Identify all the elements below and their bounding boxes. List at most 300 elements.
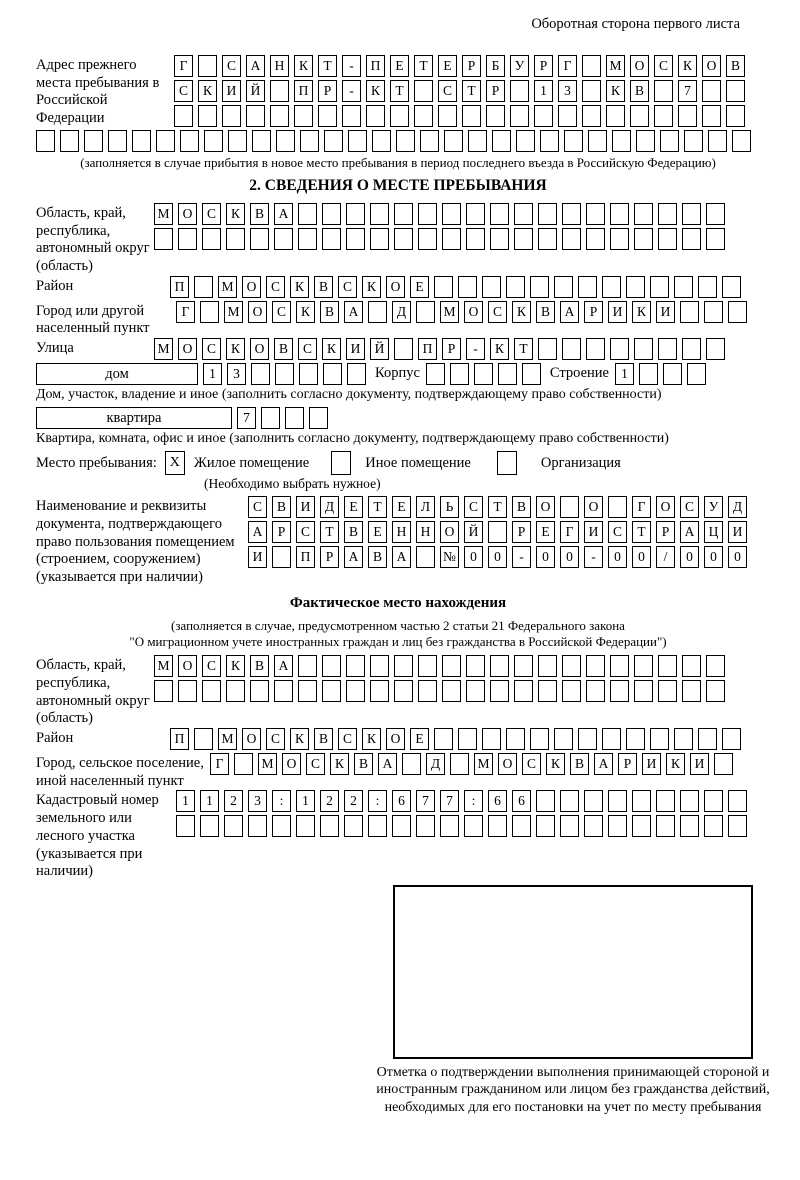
char-cell[interactable] (323, 363, 342, 385)
char-cell[interactable]: : (368, 790, 387, 812)
char-cell[interactable] (510, 105, 529, 127)
char-cell[interactable]: 2 (320, 790, 339, 812)
char-cell[interactable] (538, 680, 557, 702)
char-cell[interactable] (608, 496, 627, 518)
char-cell[interactable] (714, 753, 733, 775)
char-cell[interactable] (560, 790, 579, 812)
char-cell[interactable] (582, 80, 601, 102)
char-cell[interactable]: П (294, 80, 313, 102)
char-cell[interactable] (536, 815, 555, 837)
char-cell[interactable]: О (282, 753, 301, 775)
char-cell[interactable] (728, 790, 747, 812)
char-cell[interactable] (726, 105, 745, 127)
char-cell[interactable]: 3 (248, 790, 267, 812)
char-cell[interactable] (663, 363, 682, 385)
char-cell[interactable] (285, 407, 304, 429)
char-cell[interactable]: 0 (728, 546, 747, 568)
char-cell[interactable] (178, 228, 197, 250)
char-cell[interactable] (392, 815, 411, 837)
char-cell[interactable] (368, 815, 387, 837)
char-cell[interactable] (564, 130, 583, 152)
char-cell[interactable] (704, 301, 723, 323)
char-cell[interactable] (514, 680, 533, 702)
char-cell[interactable] (588, 130, 607, 152)
char-cell[interactable]: В (250, 203, 269, 225)
char-cell[interactable]: П (170, 276, 189, 298)
char-cell[interactable]: С (488, 301, 507, 323)
char-cell[interactable]: О (630, 55, 649, 77)
char-cell[interactable]: О (702, 55, 721, 77)
char-cell[interactable]: И (728, 521, 747, 543)
char-cell[interactable] (562, 680, 581, 702)
char-cell[interactable]: А (594, 753, 613, 775)
char-cell[interactable] (610, 655, 629, 677)
char-cell[interactable] (194, 728, 213, 750)
char-cell[interactable] (610, 203, 629, 225)
char-cell[interactable]: Р (584, 301, 603, 323)
char-cell[interactable]: К (322, 338, 341, 360)
char-cell[interactable]: Е (410, 276, 429, 298)
char-cell[interactable]: К (490, 338, 509, 360)
char-cell[interactable] (654, 80, 673, 102)
char-cell[interactable] (530, 728, 549, 750)
char-cell[interactable] (630, 105, 649, 127)
char-cell[interactable] (586, 228, 605, 250)
char-cell[interactable] (538, 338, 557, 360)
char-cell[interactable] (726, 80, 745, 102)
char-cell[interactable] (562, 203, 581, 225)
char-cell[interactable] (639, 363, 658, 385)
char-cell[interactable]: А (274, 655, 293, 677)
char-cell[interactable]: С (266, 728, 285, 750)
char-cell[interactable] (540, 130, 559, 152)
char-cell[interactable] (634, 203, 653, 225)
char-cell[interactable] (251, 363, 270, 385)
checkbox-residential[interactable]: X (165, 451, 185, 475)
char-cell[interactable]: - (584, 546, 603, 568)
char-cell[interactable]: Т (368, 496, 387, 518)
char-cell[interactable] (682, 655, 701, 677)
char-cell[interactable]: О (242, 276, 261, 298)
char-cell[interactable] (322, 655, 341, 677)
char-cell[interactable]: М (224, 301, 243, 323)
char-cell[interactable]: И (346, 338, 365, 360)
char-cell[interactable] (634, 680, 653, 702)
char-cell[interactable] (420, 130, 439, 152)
char-cell[interactable] (656, 815, 675, 837)
char-cell[interactable] (682, 680, 701, 702)
char-cell[interactable]: Р (618, 753, 637, 775)
char-cell[interactable]: 0 (488, 546, 507, 568)
char-cell[interactable] (434, 728, 453, 750)
char-cell[interactable] (198, 55, 217, 77)
char-cell[interactable]: М (218, 276, 237, 298)
char-cell[interactable]: С (438, 80, 457, 102)
char-cell[interactable] (298, 655, 317, 677)
char-cell[interactable] (344, 815, 363, 837)
char-cell[interactable] (490, 655, 509, 677)
char-cell[interactable]: Л (416, 496, 435, 518)
char-cell[interactable] (584, 790, 603, 812)
char-cell[interactable] (178, 680, 197, 702)
char-cell[interactable] (318, 105, 337, 127)
char-cell[interactable]: М (474, 753, 493, 775)
char-cell[interactable]: Б (486, 55, 505, 77)
char-cell[interactable] (462, 105, 481, 127)
char-cell[interactable] (654, 105, 673, 127)
char-cell[interactable] (602, 276, 621, 298)
char-cell[interactable] (270, 105, 289, 127)
char-cell[interactable]: К (294, 55, 313, 77)
char-cell[interactable]: В (570, 753, 589, 775)
checkbox-other-premises[interactable] (331, 451, 351, 475)
char-cell[interactable] (514, 228, 533, 250)
char-cell[interactable] (298, 228, 317, 250)
char-cell[interactable] (320, 815, 339, 837)
char-cell[interactable]: - (342, 80, 361, 102)
char-cell[interactable]: Й (464, 521, 483, 543)
char-cell[interactable]: Е (438, 55, 457, 77)
char-cell[interactable] (390, 105, 409, 127)
char-cell[interactable] (488, 815, 507, 837)
char-cell[interactable]: И (642, 753, 661, 775)
char-cell[interactable] (702, 80, 721, 102)
char-cell[interactable] (708, 130, 727, 152)
char-cell[interactable] (610, 680, 629, 702)
char-cell[interactable]: Т (632, 521, 651, 543)
char-cell[interactable]: Ц (704, 521, 723, 543)
char-cell[interactable] (416, 546, 435, 568)
char-cell[interactable]: С (680, 496, 699, 518)
char-cell[interactable] (538, 228, 557, 250)
char-cell[interactable] (346, 680, 365, 702)
char-cell[interactable] (562, 655, 581, 677)
char-cell[interactable] (270, 80, 289, 102)
char-cell[interactable] (250, 228, 269, 250)
char-cell[interactable] (322, 680, 341, 702)
char-cell[interactable] (394, 338, 413, 360)
char-cell[interactable] (554, 276, 573, 298)
char-cell[interactable]: Г (560, 521, 579, 543)
char-cell[interactable] (418, 680, 437, 702)
char-cell[interactable]: Т (462, 80, 481, 102)
char-cell[interactable] (466, 680, 485, 702)
char-cell[interactable] (698, 728, 717, 750)
char-cell[interactable] (506, 728, 525, 750)
char-cell[interactable] (516, 130, 535, 152)
char-cell[interactable] (610, 338, 629, 360)
char-cell[interactable]: А (344, 301, 363, 323)
char-cell[interactable]: К (226, 203, 245, 225)
char-cell[interactable]: Р (272, 521, 291, 543)
char-cell[interactable]: В (274, 338, 293, 360)
char-cell[interactable] (322, 228, 341, 250)
char-cell[interactable] (506, 276, 525, 298)
char-cell[interactable] (174, 105, 193, 127)
char-cell[interactable]: Е (410, 728, 429, 750)
char-cell[interactable]: Р (320, 546, 339, 568)
char-cell[interactable]: Р (512, 521, 531, 543)
char-cell[interactable]: Т (488, 496, 507, 518)
char-cell[interactable]: 1 (296, 790, 315, 812)
char-cell[interactable] (660, 130, 679, 152)
char-cell[interactable]: Ь (440, 496, 459, 518)
char-cell[interactable] (680, 815, 699, 837)
char-cell[interactable] (482, 276, 501, 298)
char-cell[interactable]: 1 (200, 790, 219, 812)
char-cell[interactable] (562, 228, 581, 250)
char-cell[interactable]: С (522, 753, 541, 775)
char-cell[interactable]: С (298, 338, 317, 360)
char-cell[interactable] (202, 228, 221, 250)
char-cell[interactable] (562, 338, 581, 360)
char-cell[interactable]: С (266, 276, 285, 298)
char-cell[interactable] (450, 753, 469, 775)
char-cell[interactable] (698, 276, 717, 298)
char-cell[interactable]: А (378, 753, 397, 775)
char-cell[interactable] (658, 655, 677, 677)
char-cell[interactable] (444, 130, 463, 152)
char-cell[interactable] (634, 338, 653, 360)
char-cell[interactable] (309, 407, 328, 429)
char-cell[interactable] (706, 680, 725, 702)
char-cell[interactable]: В (314, 728, 333, 750)
char-cell[interactable] (272, 815, 291, 837)
char-cell[interactable] (582, 55, 601, 77)
char-cell[interactable] (226, 228, 245, 250)
char-cell[interactable]: М (258, 753, 277, 775)
char-cell[interactable] (276, 130, 295, 152)
char-cell[interactable] (370, 680, 389, 702)
char-cell[interactable]: Г (632, 496, 651, 518)
char-cell[interactable]: Т (414, 55, 433, 77)
char-cell[interactable]: А (274, 203, 293, 225)
char-cell[interactable] (584, 815, 603, 837)
char-cell[interactable]: С (464, 496, 483, 518)
char-cell[interactable]: А (248, 521, 267, 543)
char-cell[interactable] (706, 228, 725, 250)
char-cell[interactable] (300, 130, 319, 152)
char-cell[interactable]: О (584, 496, 603, 518)
char-cell[interactable]: Е (368, 521, 387, 543)
char-cell[interactable] (636, 130, 655, 152)
char-cell[interactable]: № (440, 546, 459, 568)
char-cell[interactable] (298, 680, 317, 702)
char-cell[interactable]: 0 (704, 546, 723, 568)
char-cell[interactable]: Т (514, 338, 533, 360)
char-cell[interactable] (466, 203, 485, 225)
char-cell[interactable]: Й (246, 80, 265, 102)
char-cell[interactable] (108, 130, 127, 152)
char-cell[interactable]: Е (392, 496, 411, 518)
char-cell[interactable] (514, 655, 533, 677)
char-cell[interactable] (442, 655, 461, 677)
char-cell[interactable] (682, 203, 701, 225)
char-cell[interactable] (582, 105, 601, 127)
char-cell[interactable]: В (726, 55, 745, 77)
char-cell[interactable] (274, 228, 293, 250)
char-cell[interactable]: К (606, 80, 625, 102)
char-cell[interactable] (534, 105, 553, 127)
char-cell[interactable]: 0 (632, 546, 651, 568)
char-cell[interactable]: Р (534, 55, 553, 77)
char-cell[interactable]: Г (176, 301, 195, 323)
char-cell[interactable]: Е (536, 521, 555, 543)
char-cell[interactable]: 7 (237, 407, 256, 429)
char-cell[interactable]: / (656, 546, 675, 568)
char-cell[interactable]: 0 (464, 546, 483, 568)
char-cell[interactable] (414, 105, 433, 127)
char-cell[interactable]: К (226, 338, 245, 360)
char-cell[interactable] (450, 363, 469, 385)
char-cell[interactable] (36, 130, 55, 152)
char-cell[interactable]: - (512, 546, 531, 568)
char-cell[interactable] (370, 655, 389, 677)
char-cell[interactable] (632, 790, 651, 812)
char-cell[interactable]: Е (390, 55, 409, 77)
char-cell[interactable] (498, 363, 517, 385)
char-cell[interactable]: 6 (512, 790, 531, 812)
char-cell[interactable]: С (202, 203, 221, 225)
char-cell[interactable] (372, 130, 391, 152)
char-cell[interactable]: В (272, 496, 291, 518)
char-cell[interactable] (154, 680, 173, 702)
char-cell[interactable]: К (512, 301, 531, 323)
char-cell[interactable]: С (202, 655, 221, 677)
char-cell[interactable] (510, 80, 529, 102)
char-cell[interactable]: А (392, 546, 411, 568)
char-cell[interactable] (538, 655, 557, 677)
char-cell[interactable] (272, 546, 291, 568)
char-cell[interactable] (299, 363, 318, 385)
checkbox-organization[interactable] (497, 451, 517, 475)
char-cell[interactable]: М (440, 301, 459, 323)
char-cell[interactable]: 2 (224, 790, 243, 812)
char-cell[interactable] (490, 680, 509, 702)
char-cell[interactable] (180, 130, 199, 152)
char-cell[interactable] (442, 228, 461, 250)
char-cell[interactable] (442, 680, 461, 702)
char-cell[interactable] (402, 753, 421, 775)
char-cell[interactable] (224, 815, 243, 837)
char-cell[interactable]: О (656, 496, 675, 518)
char-cell[interactable]: Г (174, 55, 193, 77)
char-cell[interactable] (370, 228, 389, 250)
char-cell[interactable]: 1 (534, 80, 553, 102)
char-cell[interactable] (474, 363, 493, 385)
char-cell[interactable] (586, 338, 605, 360)
char-cell[interactable] (176, 815, 195, 837)
char-cell[interactable] (154, 228, 173, 250)
char-cell[interactable] (658, 228, 677, 250)
char-cell[interactable] (458, 276, 477, 298)
char-cell[interactable]: 3 (558, 80, 577, 102)
char-cell[interactable] (486, 105, 505, 127)
char-cell[interactable]: : (272, 790, 291, 812)
char-cell[interactable]: С (222, 55, 241, 77)
char-cell[interactable]: Н (270, 55, 289, 77)
char-cell[interactable]: Т (320, 521, 339, 543)
char-cell[interactable]: К (678, 55, 697, 77)
char-cell[interactable] (674, 728, 693, 750)
char-cell[interactable]: О (386, 728, 405, 750)
char-cell[interactable] (602, 728, 621, 750)
char-cell[interactable] (346, 228, 365, 250)
char-cell[interactable]: К (366, 80, 385, 102)
char-cell[interactable]: Р (318, 80, 337, 102)
char-cell[interactable]: У (510, 55, 529, 77)
char-cell[interactable]: : (464, 790, 483, 812)
char-cell[interactable] (728, 815, 747, 837)
char-cell[interactable]: С (174, 80, 193, 102)
char-cell[interactable] (684, 130, 703, 152)
char-cell[interactable] (706, 203, 725, 225)
char-cell[interactable]: В (344, 521, 363, 543)
char-cell[interactable]: Д (426, 753, 445, 775)
char-cell[interactable]: Д (728, 496, 747, 518)
char-cell[interactable] (578, 276, 597, 298)
char-cell[interactable] (682, 338, 701, 360)
char-cell[interactable]: Е (344, 496, 363, 518)
char-cell[interactable]: 2 (344, 790, 363, 812)
char-cell[interactable] (538, 203, 557, 225)
char-cell[interactable]: И (584, 521, 603, 543)
char-cell[interactable] (626, 728, 645, 750)
char-cell[interactable]: И (656, 301, 675, 323)
char-cell[interactable] (608, 815, 627, 837)
char-cell[interactable]: И (222, 80, 241, 102)
char-cell[interactable]: 1 (176, 790, 195, 812)
char-cell[interactable]: А (246, 55, 265, 77)
char-cell[interactable]: 7 (440, 790, 459, 812)
char-cell[interactable]: П (296, 546, 315, 568)
char-cell[interactable]: С (248, 496, 267, 518)
char-cell[interactable]: Т (318, 55, 337, 77)
char-cell[interactable] (728, 301, 747, 323)
char-cell[interactable]: П (170, 728, 189, 750)
char-cell[interactable]: К (632, 301, 651, 323)
char-cell[interactable]: С (296, 521, 315, 543)
char-cell[interactable]: С (654, 55, 673, 77)
char-cell[interactable] (418, 228, 437, 250)
char-cell[interactable] (632, 815, 651, 837)
char-cell[interactable]: К (330, 753, 349, 775)
char-cell[interactable] (438, 105, 457, 127)
char-cell[interactable] (578, 728, 597, 750)
char-cell[interactable] (560, 815, 579, 837)
char-cell[interactable] (488, 521, 507, 543)
char-cell[interactable] (346, 655, 365, 677)
char-cell[interactable] (650, 728, 669, 750)
char-cell[interactable] (586, 680, 605, 702)
char-cell[interactable] (650, 276, 669, 298)
char-cell[interactable] (322, 203, 341, 225)
char-cell[interactable]: В (250, 655, 269, 677)
char-cell[interactable]: Д (320, 496, 339, 518)
char-cell[interactable] (370, 203, 389, 225)
char-cell[interactable] (394, 228, 413, 250)
char-cell[interactable] (558, 105, 577, 127)
char-cell[interactable] (347, 363, 366, 385)
char-cell[interactable] (722, 276, 741, 298)
char-cell[interactable]: Г (558, 55, 577, 77)
char-cell[interactable]: В (320, 301, 339, 323)
char-cell[interactable] (674, 276, 693, 298)
char-cell[interactable] (682, 228, 701, 250)
char-cell[interactable]: У (704, 496, 723, 518)
char-cell[interactable]: О (242, 728, 261, 750)
char-cell[interactable]: Н (416, 521, 435, 543)
